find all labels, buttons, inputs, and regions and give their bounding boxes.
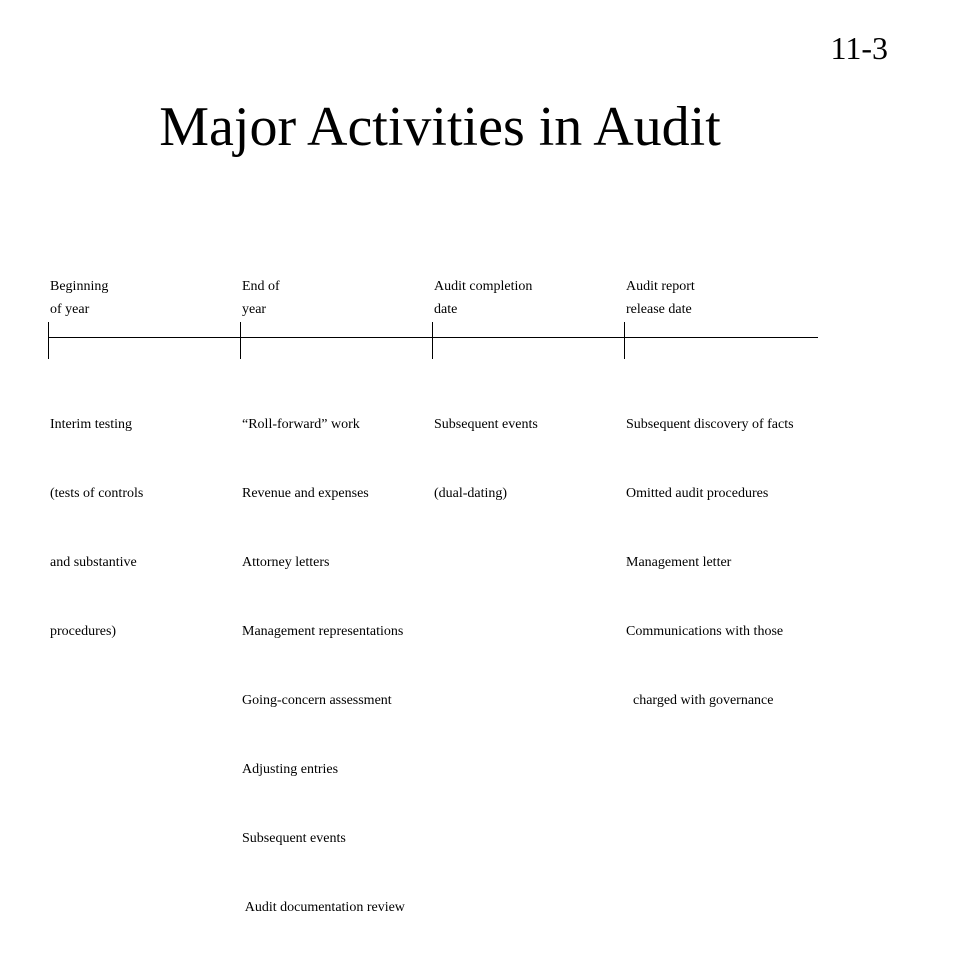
activity-item: Attorney letters: [242, 555, 330, 570]
activity-item: Communications with those: [626, 624, 784, 639]
milestone-header-audit-completion-date: [434, 275, 532, 321]
activity-item: and substantive: [50, 555, 137, 570]
timeline-axis: [48, 337, 818, 338]
activity-item: charged with governance: [626, 693, 774, 708]
milestone-activities-beginning-of-year: [50, 367, 143, 689]
activity-item: (dual-dating): [434, 486, 508, 501]
milestone-activities-audit-report-release-date: [626, 367, 794, 758]
activity-item: Management letter: [626, 555, 732, 570]
milestone-header-line: Audit report: [626, 279, 695, 294]
activity-item: Management representations: [242, 624, 404, 639]
milestone-activities-audit-completion-date: [434, 367, 538, 551]
activity-item: Adjusting entries: [242, 762, 339, 777]
activity-item: Going-concern assessment: [242, 693, 392, 708]
slide-title: Major Activities in Audit: [159, 96, 721, 158]
milestone-header-line: date: [434, 302, 458, 317]
activity-item: Subsequent events: [242, 831, 346, 846]
timeline-tick-beginning-of-year: [48, 322, 49, 359]
slide-number: 11-3: [830, 30, 888, 66]
activity-item: Interim testing: [50, 417, 133, 432]
milestone-header-line: Beginning: [50, 279, 109, 294]
activity-item: Subsequent discovery of facts: [626, 417, 794, 432]
milestone-header-audit-report-release-date: [626, 275, 695, 321]
milestone-header-line: release date: [626, 302, 692, 317]
timeline-tick-audit-report-release-date: [624, 322, 625, 359]
milestone-header-end-of-year: [242, 275, 280, 321]
activity-item: Subsequent events: [434, 417, 538, 432]
milestone-header-beginning-of-year: [50, 275, 108, 321]
activity-item: Audit documentation review: [242, 900, 405, 915]
milestone-activities-end-of-year: [242, 367, 405, 965]
milestone-header-line: of year: [50, 302, 90, 317]
activity-item: “Roll-forward” work: [242, 417, 360, 432]
activity-item: (tests of controls: [50, 486, 144, 501]
milestone-header-line: Audit completion: [434, 279, 533, 294]
timeline-tick-audit-completion-date: [432, 322, 433, 359]
activity-item: Revenue and expenses: [242, 486, 369, 501]
milestone-header-line: year: [242, 302, 267, 317]
milestone-header-line: End of: [242, 279, 280, 294]
timeline-tick-end-of-year: [240, 322, 241, 359]
activity-item: procedures): [50, 624, 117, 639]
activity-item: Omitted audit procedures: [626, 486, 769, 501]
